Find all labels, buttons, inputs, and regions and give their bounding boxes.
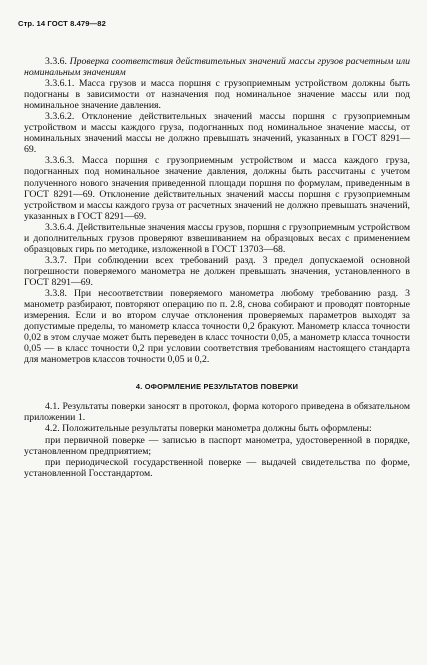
paragraph-number: 3.3.6.2. <box>45 111 75 123</box>
paragraph-text: Результаты поверки заносят в протокол, форма которого приведена в обязательном приложении 1. <box>24 401 411 424</box>
paragraph <box>24 255 410 288</box>
document-body <box>24 56 410 479</box>
paragraph-text: Проверка соответствия действительных значений массы грузов расчетным или номинальным значениям <box>24 56 410 79</box>
paragraph-number: 3.3.8. <box>45 287 67 299</box>
paragraph-text: Отклонение действительных значений массы поршня с грузоприемным устройством и массы каждого груза, подогнанных под номинальное значение массы, от номинальных значений массы не должно превышать значений, указанных в ГОСТ 8291—69. <box>24 111 410 156</box>
page-header: Стр. 14 ГОСТ 8.479—82 <box>18 19 106 28</box>
paragraph-text: При несоответствии поверяемого манометра любому требованию разд. 3 манометр разбирают, повторяют операцию по п. 2.8, снова собирают и проводят повторные измерения. Если и во втором случае отклонения проверяемых параметров выходят за допустимые пределы, то манометр класса точности 0,2 бракуют. Манометр класса точности 0,02 в этом случае может быть переведен в класс точности 0,05, а манометр класса точности 0,05 — в класс точности 0,2 при условии соответствия требованиям настоящего стандарта для манометров классов точности 0,05 и 0,2. <box>24 287 410 366</box>
paragraph-number: 3.3.6. <box>45 56 67 67</box>
paragraph-text: при первичной поверке — записью в паспорт манометра, удостоверенной в порядке, установленном предприятием; <box>24 434 410 457</box>
paragraph-number: 3.3.6.4. <box>45 221 75 233</box>
paragraph-text: Действительные значения массы грузов, поршня с грузоприемным устройством и дополнительных грузов проверяют взвешиванием на образцовых весах с применением образцовых гирь по методике, изложенной в ГОСТ 13703—68. <box>24 221 410 255</box>
paragraph-number: 4.2. <box>45 423 60 435</box>
paragraph <box>24 78 410 111</box>
paragraph-number: 3.3.6.3. <box>45 155 75 167</box>
paragraph <box>24 288 410 365</box>
paragraph <box>24 401 410 423</box>
paragraph-text: Масса поршня с грузоприемным устройством и масса каждого груза, подогнанных под номинальное значение давления, должны быть рассчитаны с учетом полученного нового значения приведенной площади поршня по формулам, приведенным в ГОСТ 8291—69. Отклонение действительных значений массы поршня с грузоприемным устройством и массы каждого груза от расчетных значений не должно превышать значений, указанных в ГОСТ 8291—69. <box>24 155 410 222</box>
paragraph-number: 3.3.7. <box>45 254 67 266</box>
paragraph-number: 4.1. <box>45 401 60 413</box>
paragraphs-top <box>24 56 410 365</box>
paragraph <box>24 155 410 221</box>
paragraph <box>24 423 410 434</box>
paragraph-text: Масса грузов и масса поршня с грузоприемным устройством должны быть подогнаны в зависимости от назначения под номинальное значение массы или под номинальное значение давления. <box>24 78 410 112</box>
paragraph-text: При соблюдении всех требований разд. 3 предел допускаемой основной погрешности поверяемого манометра не должен превышать значения, установленного в ГОСТ 8291—69. <box>24 254 411 288</box>
section-title: 4. ОФОРМЛЕНИЕ РЕЗУЛЬТАТОВ ПОВЕРКИ <box>135 382 299 392</box>
paragraph <box>24 56 410 78</box>
paragraph <box>24 457 410 479</box>
section-4-paragraphs <box>24 401 410 478</box>
paragraph-text: Положительные результаты поверки манометра должны быть оформлены: <box>62 423 372 435</box>
paragraph-text: при периодической государственной поверке — выдачей свидетельства по форме, установленной Госстандартом. <box>24 456 410 479</box>
paragraph <box>24 111 410 155</box>
paragraph <box>24 222 410 255</box>
paragraph-number: 3.3.6.1. <box>45 78 75 90</box>
paragraph <box>24 435 410 457</box>
